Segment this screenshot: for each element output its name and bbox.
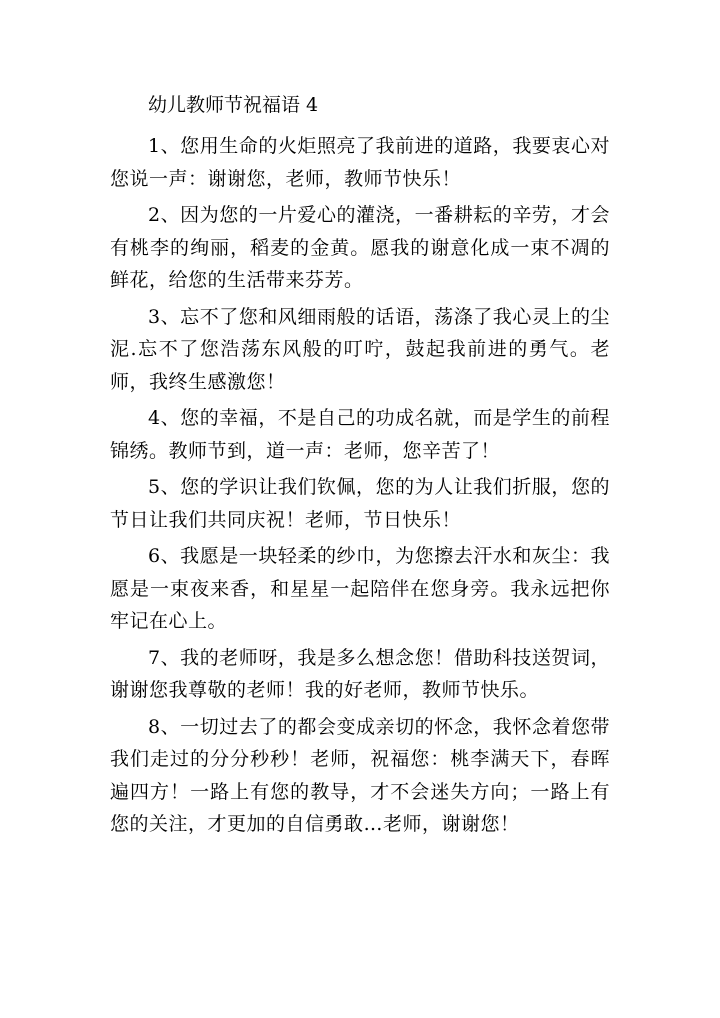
paragraph-5: 5、您的学识让我们钦佩，您的为人让我们折服，您的节日让我们共同庆祝！老师，节日快乐！ (110, 476, 610, 531)
paragraph-4: 4、您的幸福，不是自己的功成名就，而是学生的前程锦绣。教师节到，道一声：老师，您辛苦了！ (110, 407, 610, 462)
paragraph-8: 8、一切过去了的都会变成亲切的怀念，我怀念着您带我们走过的分分秒秒！老师，祝福您：桃李满天下，春晖遍四方！一路上有您的教导，才不会迷失方向；一路上有您的关注，才更加的自信勇敢…老师，谢谢您！ (110, 715, 610, 835)
document-title: 幼儿教师节祝福语 4 (148, 94, 319, 116)
paragraph-2: 2、因为您的一片爱心的灌浇，一番耕耘的辛劳，才会有桃李的绚丽，稻麦的金黄。愿我的谢意化成一束不凋的鲜花，给您的生活带来芬芳。 (110, 204, 610, 291)
paragraph-3: 3、忘不了您和风细雨般的话语，荡涤了我心灵上的尘泥.忘不了您浩荡东风般的叮咛，鼓起我前进的勇气。老师，我终生感激您！ (110, 305, 610, 393)
document-body (110, 130, 610, 845)
paragraph-7: 7、我的老师呀，我是多么想念您！借助科技送贺词，谢谢您我尊敬的老师！我的好老师，教师节快乐。 (110, 646, 610, 701)
paragraph-6: 6、我愿是一块轻柔的纱巾，为您擦去汗水和灰尘：我愿是一束夜来香，和星星一起陪伴在您身旁。我永远把你牢记在心上。 (110, 545, 610, 632)
paragraph-1: 1、您用生命的火炬照亮了我前进的道路，我要衷心对您说一声：谢谢您，老师，教师节快乐！ (110, 135, 610, 190)
